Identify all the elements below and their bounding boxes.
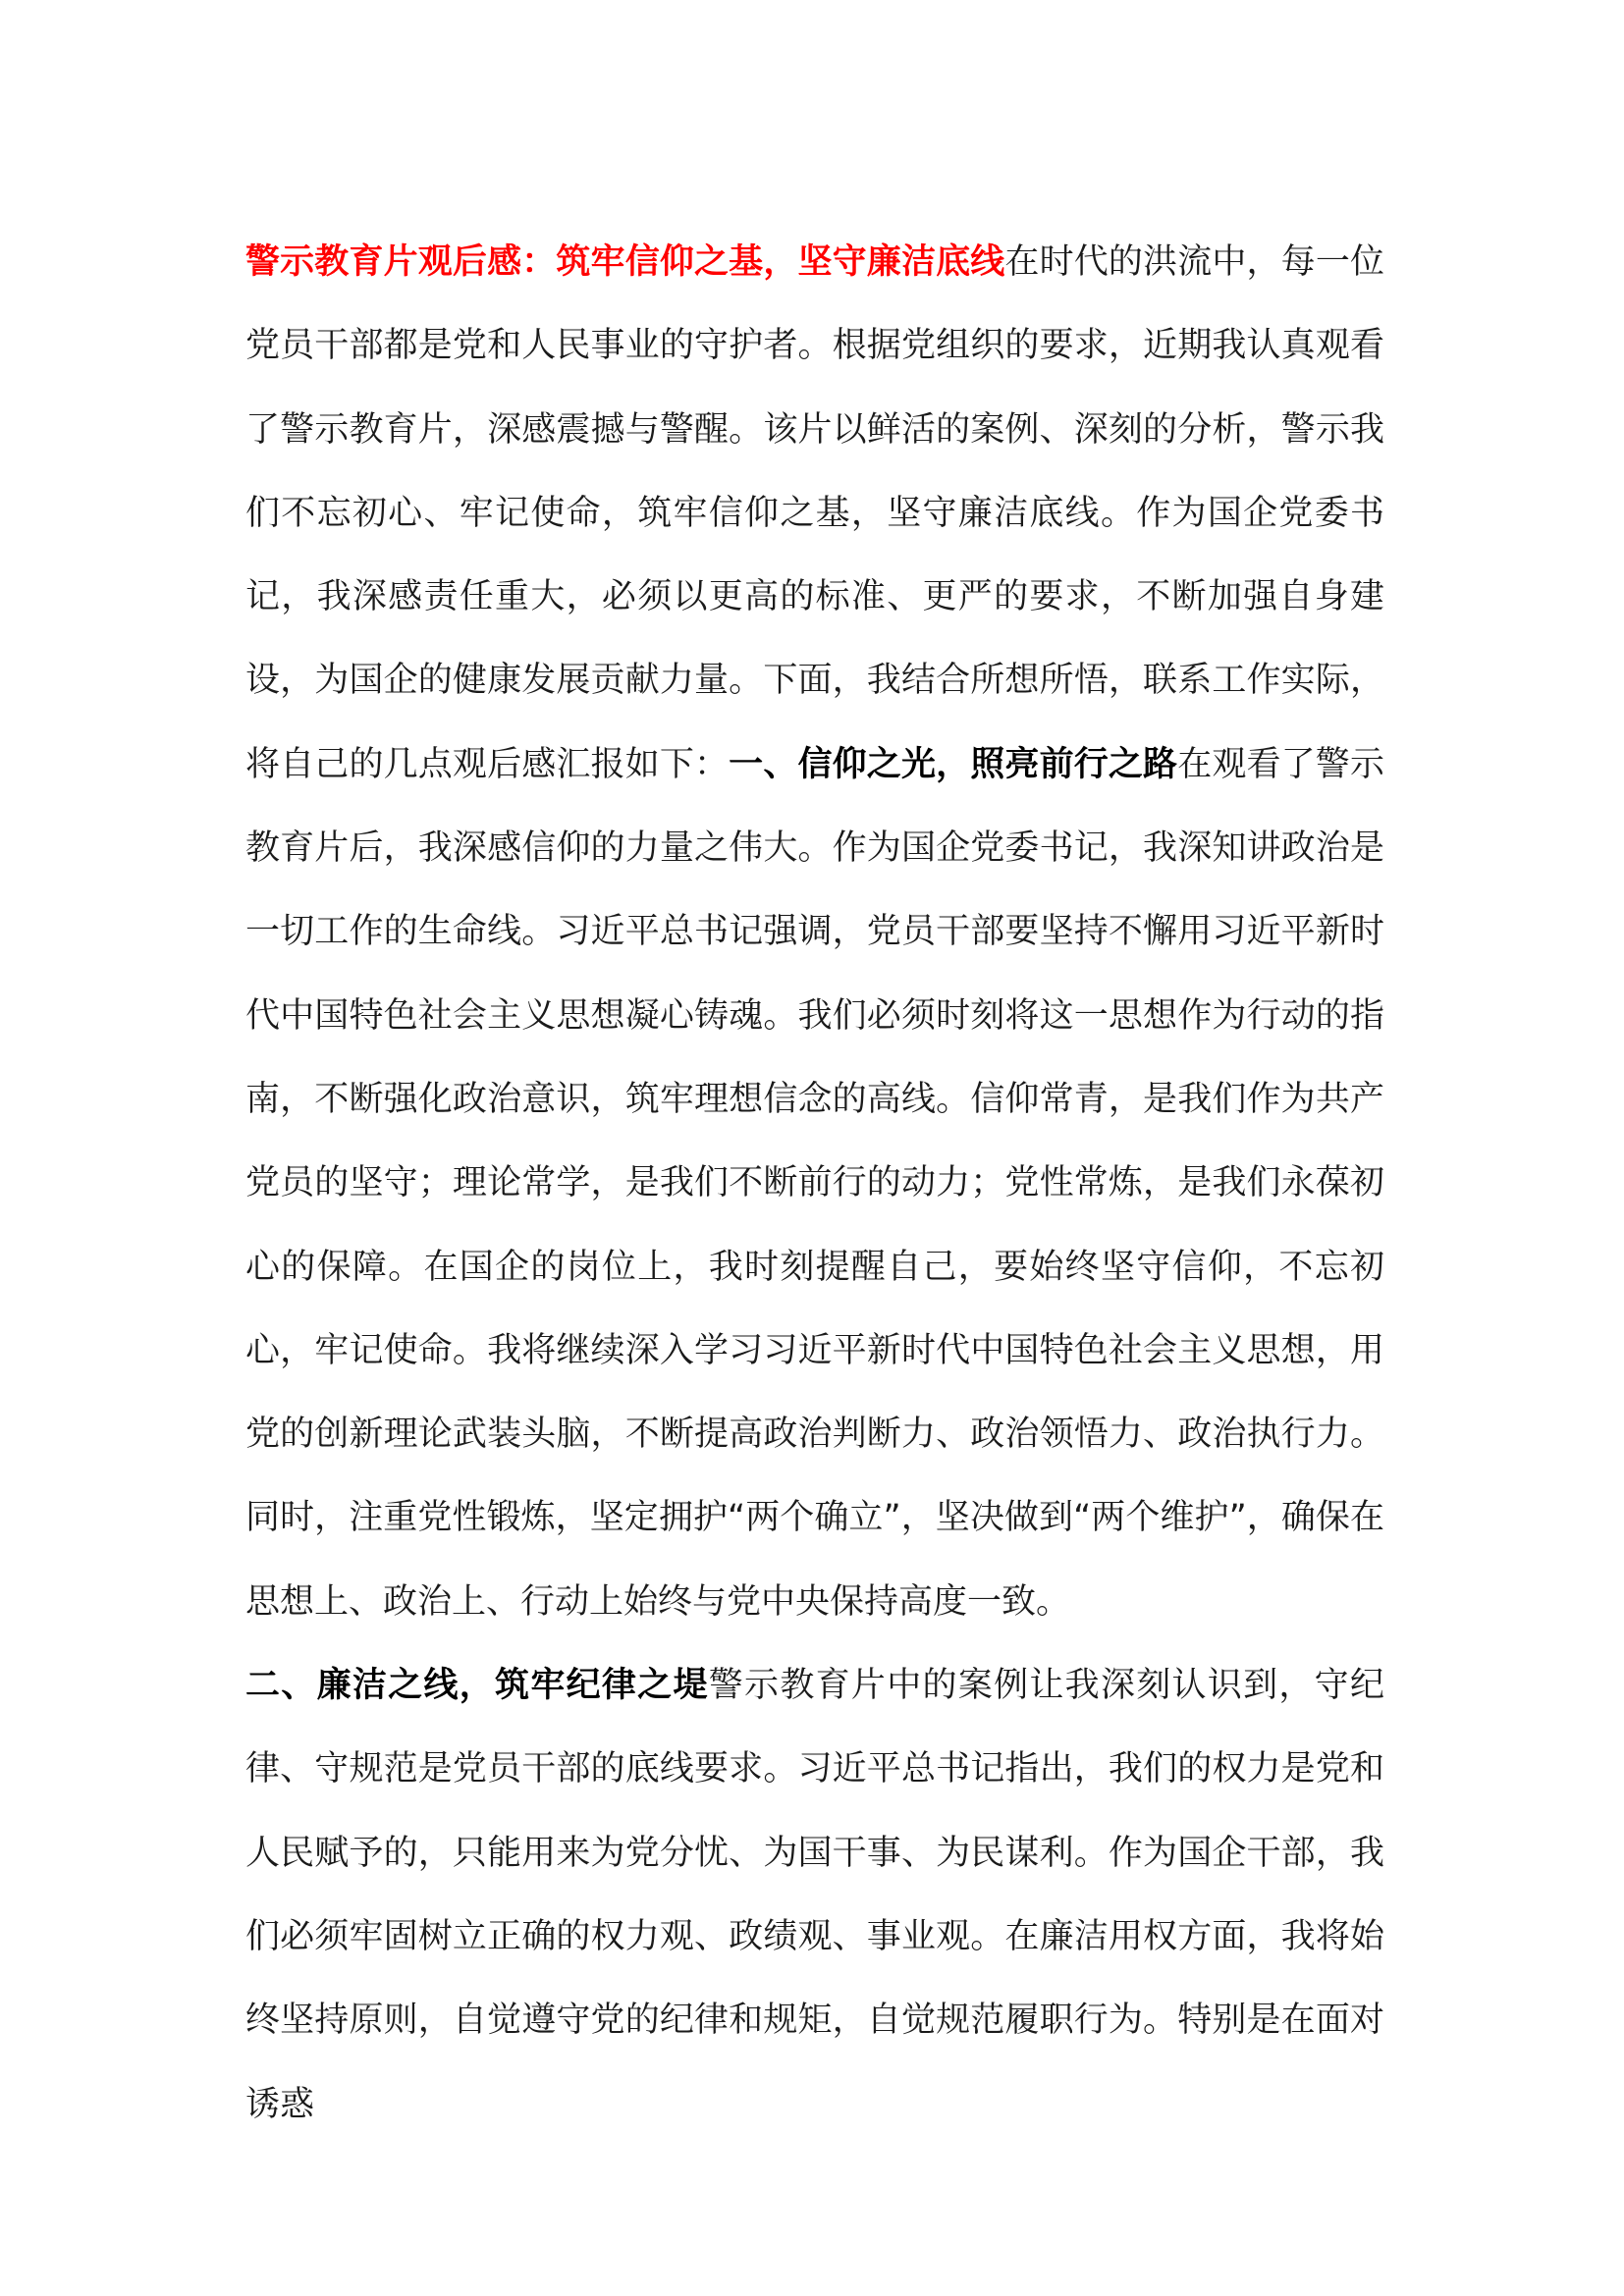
intro-text: 在时代的洪流中，每一位党员干部都是党和人民事业的守护者。根据党组织的要求，近期我认真观看了警示教育片，深感震撼与警醒。该片以鲜活的案例、深刻的分析，警示我们不忘初心、牢记使命，筑牢信仰之基，坚守廉洁底线。作为国企党委书记，我深感责任重大，必须以更高的标准、更严的要求，不断加强自身建设，为国企的健康发展贡献力量。下面，我结合所想所悟，联系工作实际，将自己的几点观后感汇报如下： — [245, 242, 1384, 784]
section2-heading: 二、廉洁之线，筑牢纪律之堤 — [245, 1666, 709, 1706]
paragraph-intro — [245, 221, 1384, 1644]
document-page — [245, 221, 1384, 2147]
section2-body: 警示教育片中的案例让我深刻认识到，守纪律、守规范是党员干部的底线要求。习近平总书记指出，我们的权力是党和人民赋予的，只能用来为党分忧、为国干事、为民谋利。作为国企干部，我们必须牢固树立正确的权力观、政绩观、事业观。在廉洁用权方面，我将始终坚持原则，自觉遵守党的纪律和规矩，自觉规范履职行为。特别是在面对诱惑 — [245, 1666, 1384, 2124]
section1-body: 在观看了警示教育片后，我深感信仰的力量之伟大。作为国企党委书记，我深知讲政治是一切工作的生命线。习近平总书记强调，党员干部要坚持不懈用习近平新时代中国特色社会主义思想凝心铸魂。我们必须时刻将这一思想作为行动的指南，不断强化政治意识，筑牢理想信念的高线。信仰常青，是我们作为共产党员的坚守；理论常学，是我们不断前行的动力；党性常炼，是我们永葆初心的保障。在国企的岗位上，我时刻提醒自己，要始终坚守信仰，不忘初心，牢记使命。我将继续深入学习习近平新时代中国特色社会主义思想，用党的创新理论武装头脑，不断提高政治判断力、政治领悟力、政治执行力。同时，注重党性锻炼，坚定拥护“两个确立”，坚决做到“两个维护”，确保在思想上、政治上、行动上始终与党中央保持高度一致。 — [245, 744, 1384, 1622]
document-title: 警示教育片观后感：筑牢信仰之基，坚守廉洁底线 — [245, 242, 1005, 282]
section1-heading: 一、信仰之光，照亮前行之路 — [729, 744, 1178, 784]
paragraph-section2 — [245, 1644, 1384, 2147]
